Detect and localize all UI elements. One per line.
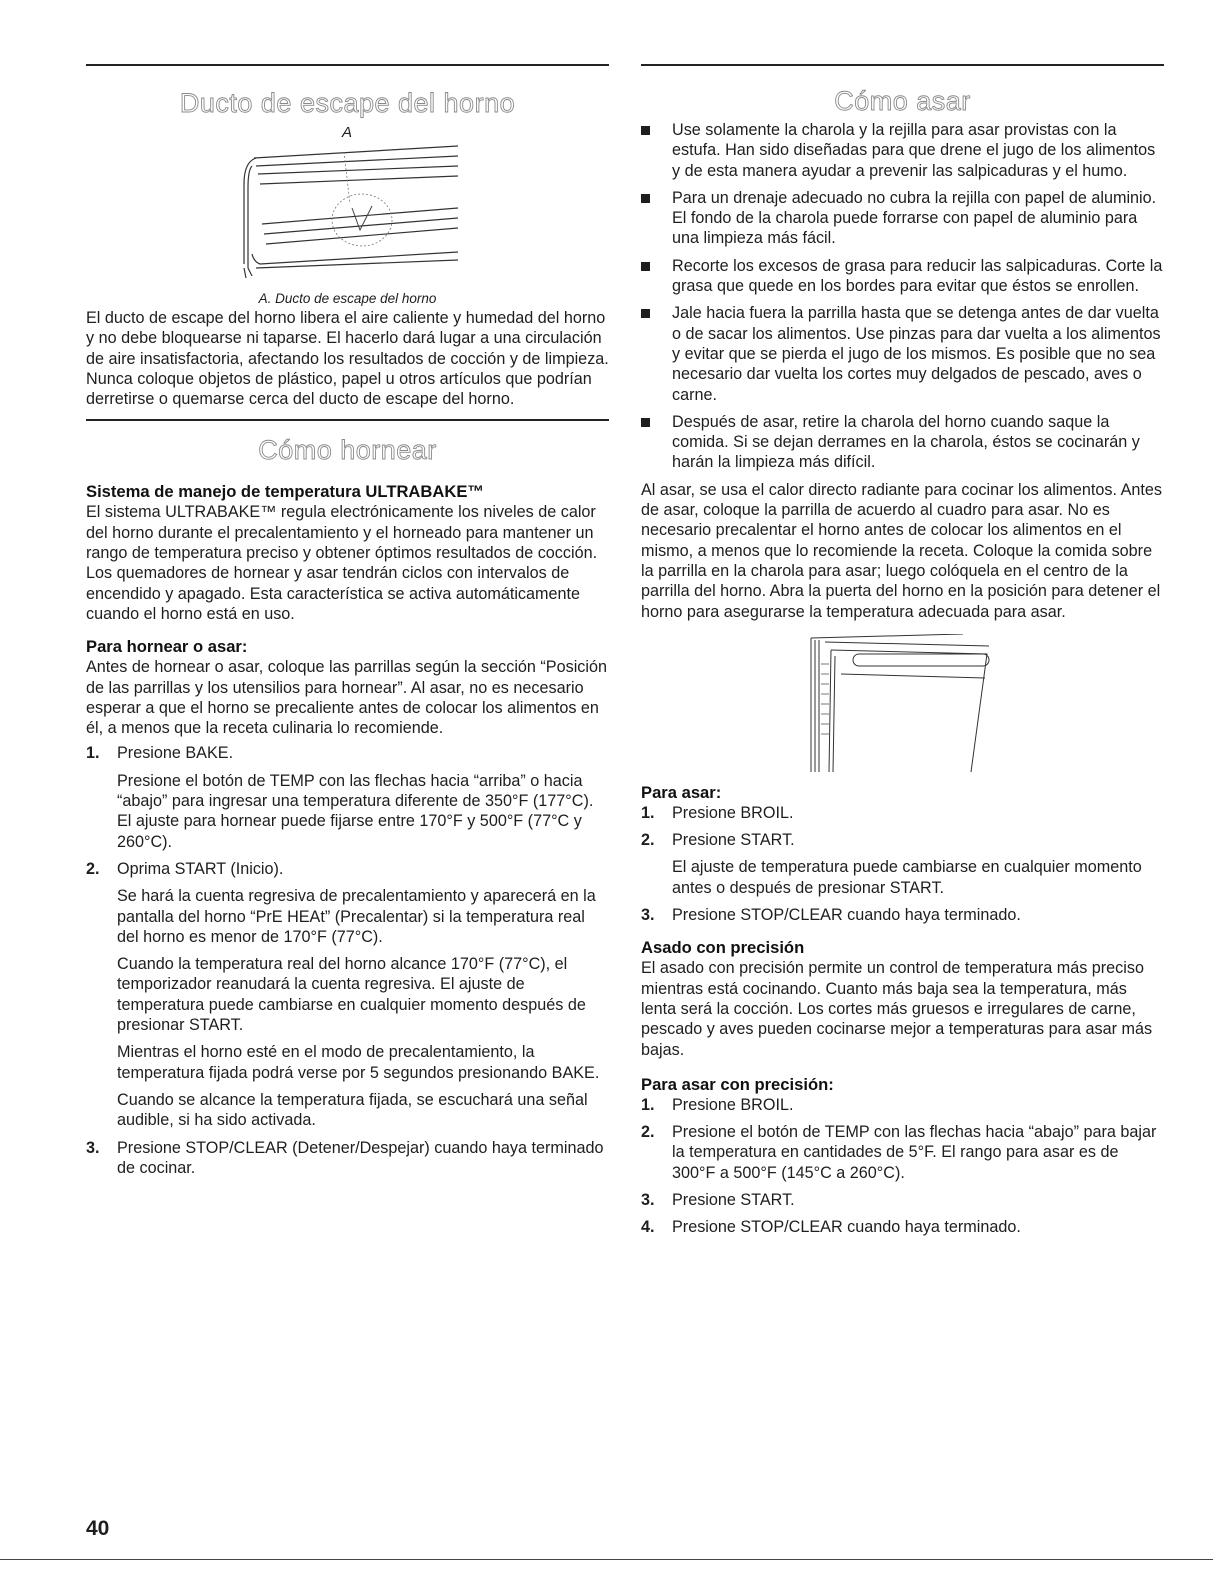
- step-text: Presione el botón de TEMP con las flechas hacia “abajo” para bajar la temperatura en cantidades de 5°F. El rango para asar es de 300°F a 500°F (145°C a 260°C).: [672, 1123, 1157, 1182]
- step-text: Presione STOP/CLEAR cuando haya terminado.: [672, 1218, 1021, 1237]
- vent-paragraph: El ducto de escape del horno libera el aire caliente y humedad del horno y no debe bloquearse ni taparse. El hacerlo dará lugar a una circulación de aire insatisfactoria, afectando los resultados de cocción y de limpieza. Nunca coloque objetos de plástico, papel u otros artículos que podrían derretirse o quemarse cerca del ducto de escape del horno.: [86, 309, 609, 409]
- broil-tips-list: [641, 120, 1164, 473]
- list-item: Después de asar, retire la charola del horno cuando saque la comida. Si se dejan derrames en la charola, éstos se cocinarán y harán la limpieza más difícil.: [641, 412, 1164, 473]
- bake-step: [86, 1138, 609, 1179]
- step-text: Presione BAKE.: [117, 744, 234, 763]
- step-number: 1.: [641, 1095, 655, 1114]
- broil-step: [641, 803, 1164, 823]
- oven-vent-figure: [86, 120, 609, 306]
- ultrabake-subheading: Sistema de manejo de temperatura ULTRABAKE™: [86, 482, 485, 502]
- step-number: 4.: [641, 1218, 655, 1237]
- bake-step: [86, 859, 609, 1131]
- vent-figure-caption: A. Ducto de escape del horno: [258, 291, 437, 306]
- section-rule: [86, 64, 609, 66]
- step-number: 2.: [641, 831, 655, 850]
- bake-or-broil-subheading: Para hornear o asar:: [86, 637, 248, 657]
- section-rule: [641, 64, 1164, 66]
- precision-broil-subheading: Asado con precisión: [641, 938, 805, 958]
- step-number: 2.: [86, 859, 100, 878]
- step-text: Presione BROIL.: [672, 1095, 794, 1114]
- figure-label-a: A: [342, 124, 353, 141]
- oven-door-illustration: [801, 634, 1001, 776]
- list-item: Recorte los excesos de grasa para reducir las salpicaduras. Corte la grasa que quede en los bordes para evitar que éstos se enrollen.: [641, 256, 1164, 297]
- broil-section-title: Cómo asar: [834, 86, 971, 116]
- section-rule: [86, 419, 609, 421]
- step-detail: El ajuste de temperatura puede cambiarse en cualquier momento antes o después de presionar START.: [672, 858, 1142, 897]
- bake-or-broil-paragraph: Antes de hornear o asar, coloque las parrillas según la sección “Posición de las parrillas y los utensilios para hornear”. Al asar, no es necesario esperar a que el horno se precaliente antes de colocar los alimentos en él, a menos que la receta culinaria lo recomiende.: [86, 658, 607, 738]
- bake-step: [86, 743, 609, 851]
- oven-vent-illustration: [226, 144, 466, 304]
- precision-step: [641, 1190, 1164, 1210]
- step-detail: Cuando la temperatura real del horno alcance 170°F (77°C), el temporizador reanudará la cuenta regresiva. El ajuste de temperatura puede cambiarse en cualquier momento después de presionar START.: [117, 955, 586, 1035]
- oven-door-stop-figure: [641, 628, 1164, 778]
- step-text: Presione STOP/CLEAR (Detener/Despejar) cuando haya terminado de cocinar.: [117, 1138, 604, 1177]
- list-item: Para un drenaje adecuado no cubra la rejilla con papel de aluminio. El fondo de la charola puede forrarse con papel de aluminio para una limpieza más fácil.: [641, 188, 1164, 249]
- page-number: 40: [86, 1517, 110, 1540]
- precision-steps: [641, 1095, 1164, 1238]
- precision-step: [641, 1095, 1164, 1115]
- broil-paragraph: Al asar, se usa el calor directo radiante para cocinar los alimentos. Antes de asar, coloque la parrilla de acuerdo al cuadro para asar. No es necesario precalentar el horno antes de colocar los alimentos en el mismo, a menos que lo recomiende la receta. Coloque la comida sobre la parrilla en la charola para asar; luego colóquela en el centro de la parrilla del horno. Abra la puerta del horno en la posición para detener el horno para asegurarse la temperatura adecuada para asar.: [641, 480, 1162, 621]
- step-number: 3.: [86, 1138, 100, 1157]
- broil-steps-subheading: Para asar:: [641, 782, 722, 802]
- step-text: Presione START.: [672, 831, 795, 850]
- step-number: 3.: [641, 1190, 655, 1209]
- step-number: 3.: [641, 906, 655, 925]
- list-item: Jale hacia fuera la parrilla hasta que se detenga antes de dar vuelta o de sacar los alimentos. Use pinzas para dar vuelta a los alimentos y evitar que se pierda el jugo de los mismos. Es posible que no sea necesario dar vuelta los cortes muy delgados de pescado, aves o carne.: [641, 303, 1164, 404]
- vent-section-title: Ducto de escape del horno: [179, 88, 516, 118]
- broil-step: [641, 830, 1164, 898]
- step-detail: Presione el botón de TEMP con las flechas hacia “arriba” o hacia “abajo” para ingresar una temperatura diferente de 350°F (177°C). El ajuste para hornear puede fijarse entre 170°F y 500°F (77°C y 260°C).: [117, 771, 594, 851]
- precision-broil-paragraph: El asado con precisión permite un control de temperatura más preciso mientras está cocinando. Cuanto más baja sea la temperatura, más lenta será la cocción. Los cortes más gruesos e irregulares de carne, pescado y aves pueden cocinarse mejor a temperaturas para asar más bajas.: [641, 959, 1153, 1059]
- ultrabake-paragraph: El sistema ULTRABAKE™ regula electrónicamente los niveles de calor del horno durante el precalentamiento y el horneado para mantener un rango de temperatura preciso y obtener óptimos resultados de cocción. Los quemadores de hornear y asar tendrán ciclos con intervalos de encendido y apagado. Esta característica se activa automáticamente cuando el horno está en uso.: [86, 503, 598, 623]
- precision-steps-subheading: Para asar con precisión:: [641, 1074, 834, 1094]
- step-text: Presione BROIL.: [672, 803, 794, 822]
- step-number: 1.: [641, 803, 655, 822]
- bottom-edge-line: [0, 1559, 1213, 1560]
- left-column: [86, 64, 609, 1185]
- step-number: 1.: [86, 744, 100, 763]
- step-detail: Mientras el horno esté en el modo de precalentamiento, la temperatura fijada podrá verse por 5 segundos presionando BAKE.: [117, 1043, 600, 1082]
- bake-steps: [86, 743, 609, 1178]
- step-text: Presione START.: [672, 1190, 795, 1209]
- broil-steps: [641, 803, 1164, 925]
- bake-section-title: Cómo hornear: [258, 435, 437, 466]
- list-item: Use solamente la charola y la rejilla para asar provistas con la estufa. Han sido diseñadas para que drene el jugo de los alimentos y de esta manera ayudar a prevenir las salpicaduras y el humo.: [641, 120, 1164, 181]
- precision-step: [641, 1217, 1164, 1237]
- step-number: 2.: [641, 1123, 655, 1142]
- right-column: [641, 64, 1164, 1245]
- step-detail: Se hará la cuenta regresiva de precalentamiento y aparecerá en la pantalla del horno “PrE HEAt” (Precalentar) si la temperatura real del horno es menor de 170°F (77°C).: [117, 887, 596, 946]
- precision-step: [641, 1122, 1164, 1183]
- step-text: Presione STOP/CLEAR cuando haya terminado.: [672, 906, 1021, 925]
- step-text: Oprima START (Inicio).: [117, 859, 284, 878]
- step-detail: Cuando se alcance la temperatura fijada, se escuchará una señal audible, si ha sido activada.: [117, 1090, 588, 1130]
- broil-step: [641, 905, 1164, 925]
